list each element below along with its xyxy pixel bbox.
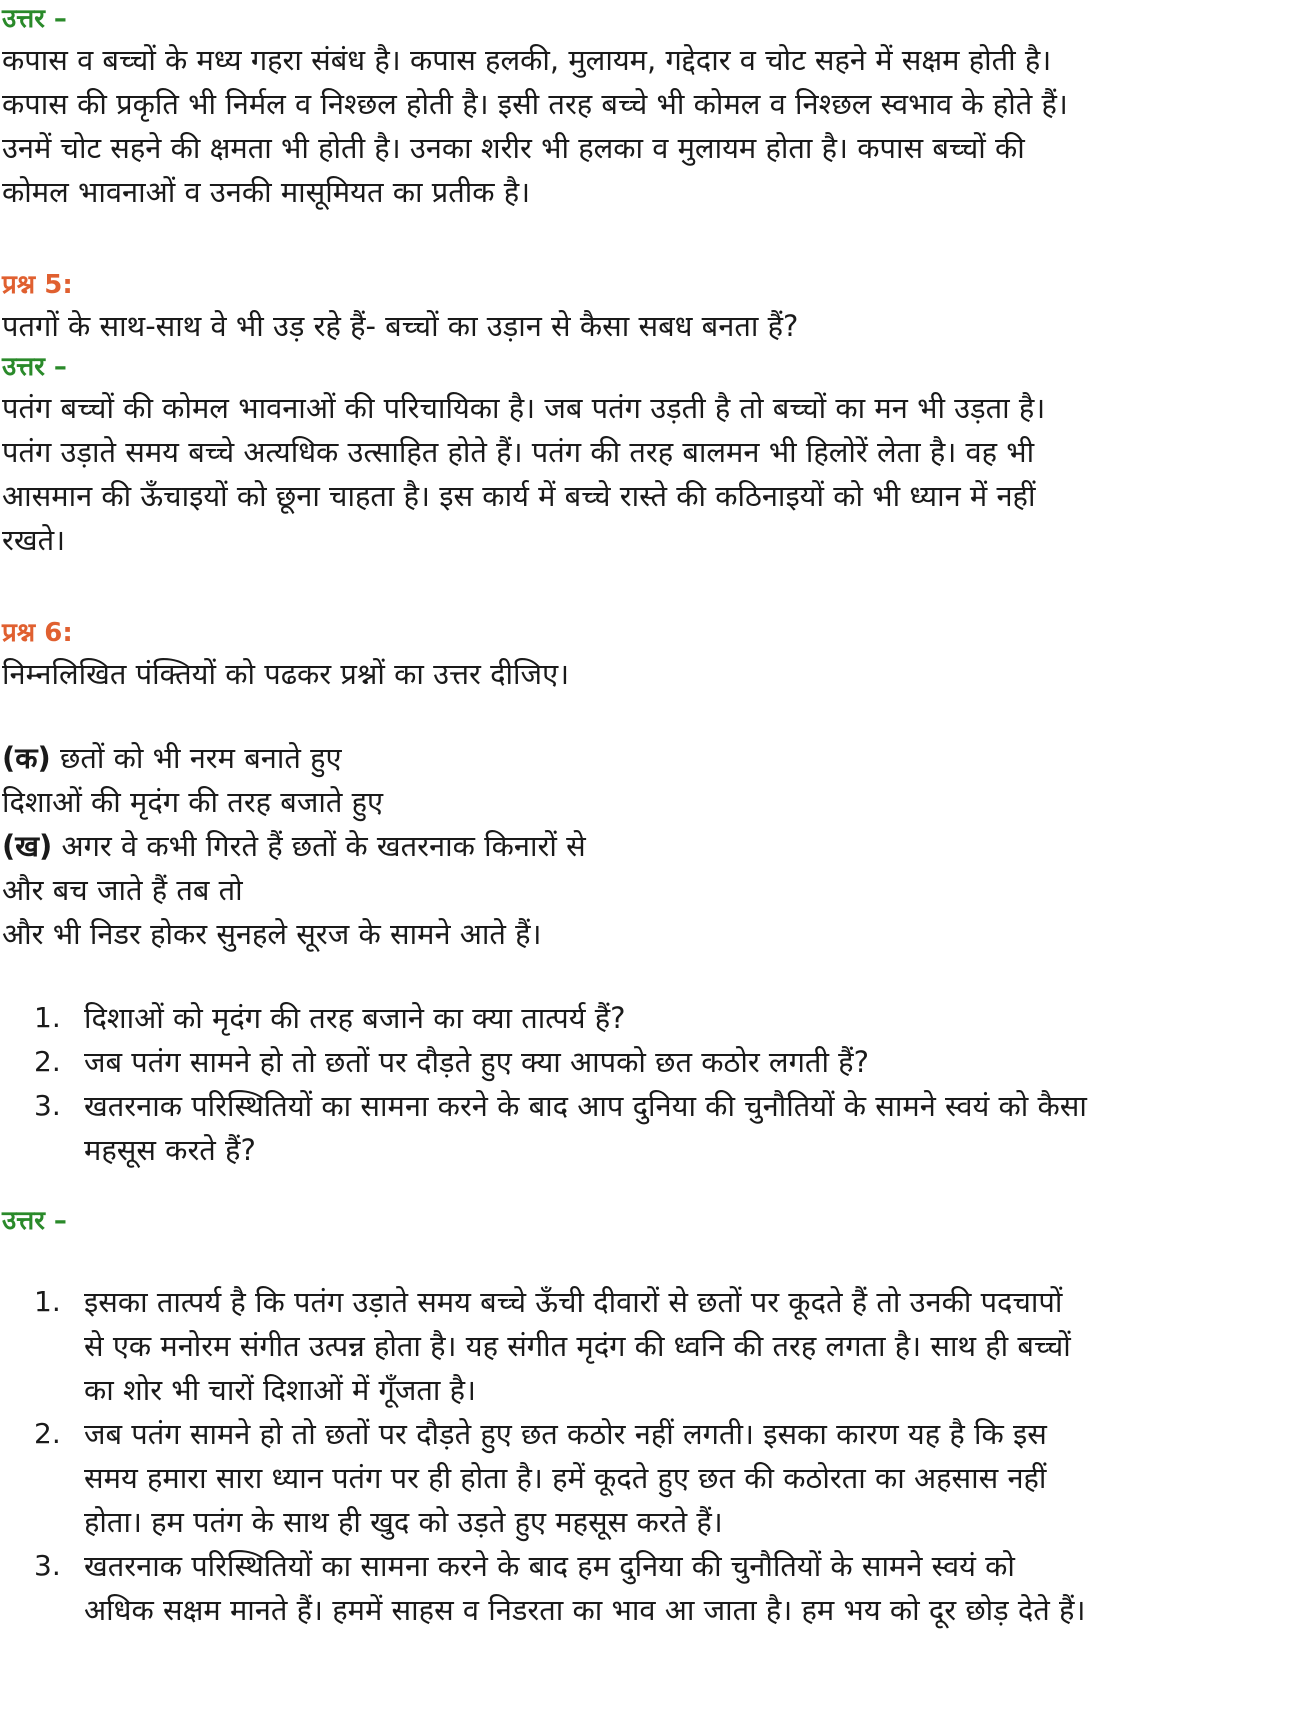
list-number: 2. xyxy=(34,1045,61,1078)
passage-line: और बच जाते हैं तब तो xyxy=(2,873,243,907)
answer-5-line: पतंग उड़ाते समय बच्चे अत्यधिक उत्साहित होते हैं। पतंग की तरह बालमन भी हिलोरें लेता है। वह भी xyxy=(2,435,1035,469)
answer-line: इसका तात्पर्य है कि पतंग उड़ाते समय बच्चे ऊँची दीवारों से छतों पर कूदते हैं तो उनकी पदचापों xyxy=(84,1285,1063,1319)
answer-5-line: पतंग बच्चों की कोमल भावनाओं की परिचायिका है। जब पतंग उड़ती है तो बच्चों का मन भी उड़ता है। xyxy=(2,391,1046,425)
answer-6-list xyxy=(2,1280,1298,1632)
answer-line: जब पतंग सामने हो तो छतों पर दौड़ते हुए छत कठोर नहीं लगती। इसका कारण यह है कि इस xyxy=(84,1417,1047,1451)
answer-4-line: कपास की प्रकृति भी निर्मल व निश्छल होती है। इसी तरह बच्चे भी कोमल व निश्छल स्वभाव के होते हैं। xyxy=(2,87,1068,121)
question-line: दिशाओं को मृदंग की तरह बजाने का क्या तात्पर्य हैं? xyxy=(84,1001,626,1035)
answer-label: उत्तर – xyxy=(2,1206,67,1236)
list-number: 2. xyxy=(34,1417,61,1450)
passage-marker-kha: (ख) xyxy=(2,829,53,863)
answer-label: उत्तर – xyxy=(2,352,67,382)
question-line: खतरनाक परिस्थितियों का सामना करने के बाद आप दुनिया की चुनौतियों के सामने स्वयं को कैसा xyxy=(84,1089,1087,1123)
passage-text: अगर वे कभी गिरते हैं छतों के खतरनाक किनारों से xyxy=(52,829,586,863)
answer-line: का शोर भी चारों दिशाओं में गूँजता है। xyxy=(84,1373,476,1407)
poem-passage xyxy=(2,736,1298,956)
list-number: 1. xyxy=(34,1285,61,1318)
question-5-text: पतगों के साथ-साथ वे भी उड़ रहे हैं- बच्चों का उड़ान से कैसा सबध बनता हैं? xyxy=(2,309,799,343)
passage-line: और भी निडर होकर सुनहले सूरज के सामने आते हैं। xyxy=(2,917,542,951)
answer-4-line: उनमें चोट सहने की क्षमता भी होती है। उनका शरीर भी हलका व मुलायम होता है। कपास बच्चों की xyxy=(2,131,1025,165)
answer-line: से एक मनोरम संगीत उत्पन्न होता है। यह संगीत मृदंग की ध्वनि की तरह लगता है। साथ ही बच्चों xyxy=(84,1329,1071,1363)
answer-line: अधिक सक्षम मानते हैं। हममें साहस व निडरता का भाव आ जाता है। हम भय को दूर छोड़ देते हैं। xyxy=(84,1593,1086,1627)
document-page xyxy=(2,0,1298,1632)
answer-line: खतरनाक परिस्थितियों का सामना करने के बाद हम दुनिया की चुनौतियों के सामने स्वयं को xyxy=(84,1549,1015,1583)
question-line: जब पतंग सामने हो तो छतों पर दौड़ते हुए क्या आपको छत कठोर लगती हैं? xyxy=(84,1045,869,1079)
passage-line: दिशाओं की मृदंग की तरह बजाते हुए xyxy=(2,785,384,819)
question-5-label: प्रश्न 5: xyxy=(2,270,73,300)
list-item xyxy=(2,1040,1298,1084)
passage-marker-ka: (क) xyxy=(2,741,51,775)
list-item xyxy=(2,996,1298,1040)
question-6-instruction: निम्नलिखित पंक्तियों को पढकर प्रश्नों का उत्तर दीजिए। xyxy=(2,657,570,691)
answer-5-text xyxy=(2,386,1298,562)
answer-4-text xyxy=(2,38,1298,214)
answer-5-line: रखते। xyxy=(2,523,66,557)
answer-line: होता। हम पतंग के साथ ही खुद को उड़ते हुए महसूस करते हैं। xyxy=(84,1505,723,1539)
list-item xyxy=(2,1544,1298,1632)
question-line: महसूस करते हैं? xyxy=(84,1133,256,1167)
answer-label: उत्तर – xyxy=(2,4,67,34)
answer-4-line: कोमल भावनाओं व उनकी मासूमियत का प्रतीक है। xyxy=(2,175,531,209)
answer-4-line: कपास व बच्चों के मध्य गहरा संबंध है। कपास हलकी, मुलायम, गद्देदार व चोट सहने में सक्षम होती है। xyxy=(2,43,1052,77)
question-6-list xyxy=(2,996,1298,1172)
list-number: 3. xyxy=(34,1089,61,1122)
passage-kha-line xyxy=(2,824,1298,868)
passage-ka-line xyxy=(2,736,1298,780)
list-number: 3. xyxy=(34,1549,61,1582)
passage-text: छतों को भी नरम बनाते हुए xyxy=(50,741,342,775)
list-item xyxy=(2,1280,1298,1412)
list-item xyxy=(2,1084,1298,1172)
answer-5-line: आसमान की ऊँचाइयों को छूना चाहता है। इस कार्य में बच्चे रास्ते की कठिनाइयों को भी ध्यान में नहीं xyxy=(2,479,1036,513)
answer-line: समय हमारा सारा ध्यान पतंग पर ही होता है। हमें कूदते हुए छत की कठोरता का अहसास नहीं xyxy=(84,1461,1047,1495)
list-item xyxy=(2,1412,1298,1544)
question-6-label: प्रश्न 6: xyxy=(2,618,73,648)
list-number: 1. xyxy=(34,1001,61,1034)
